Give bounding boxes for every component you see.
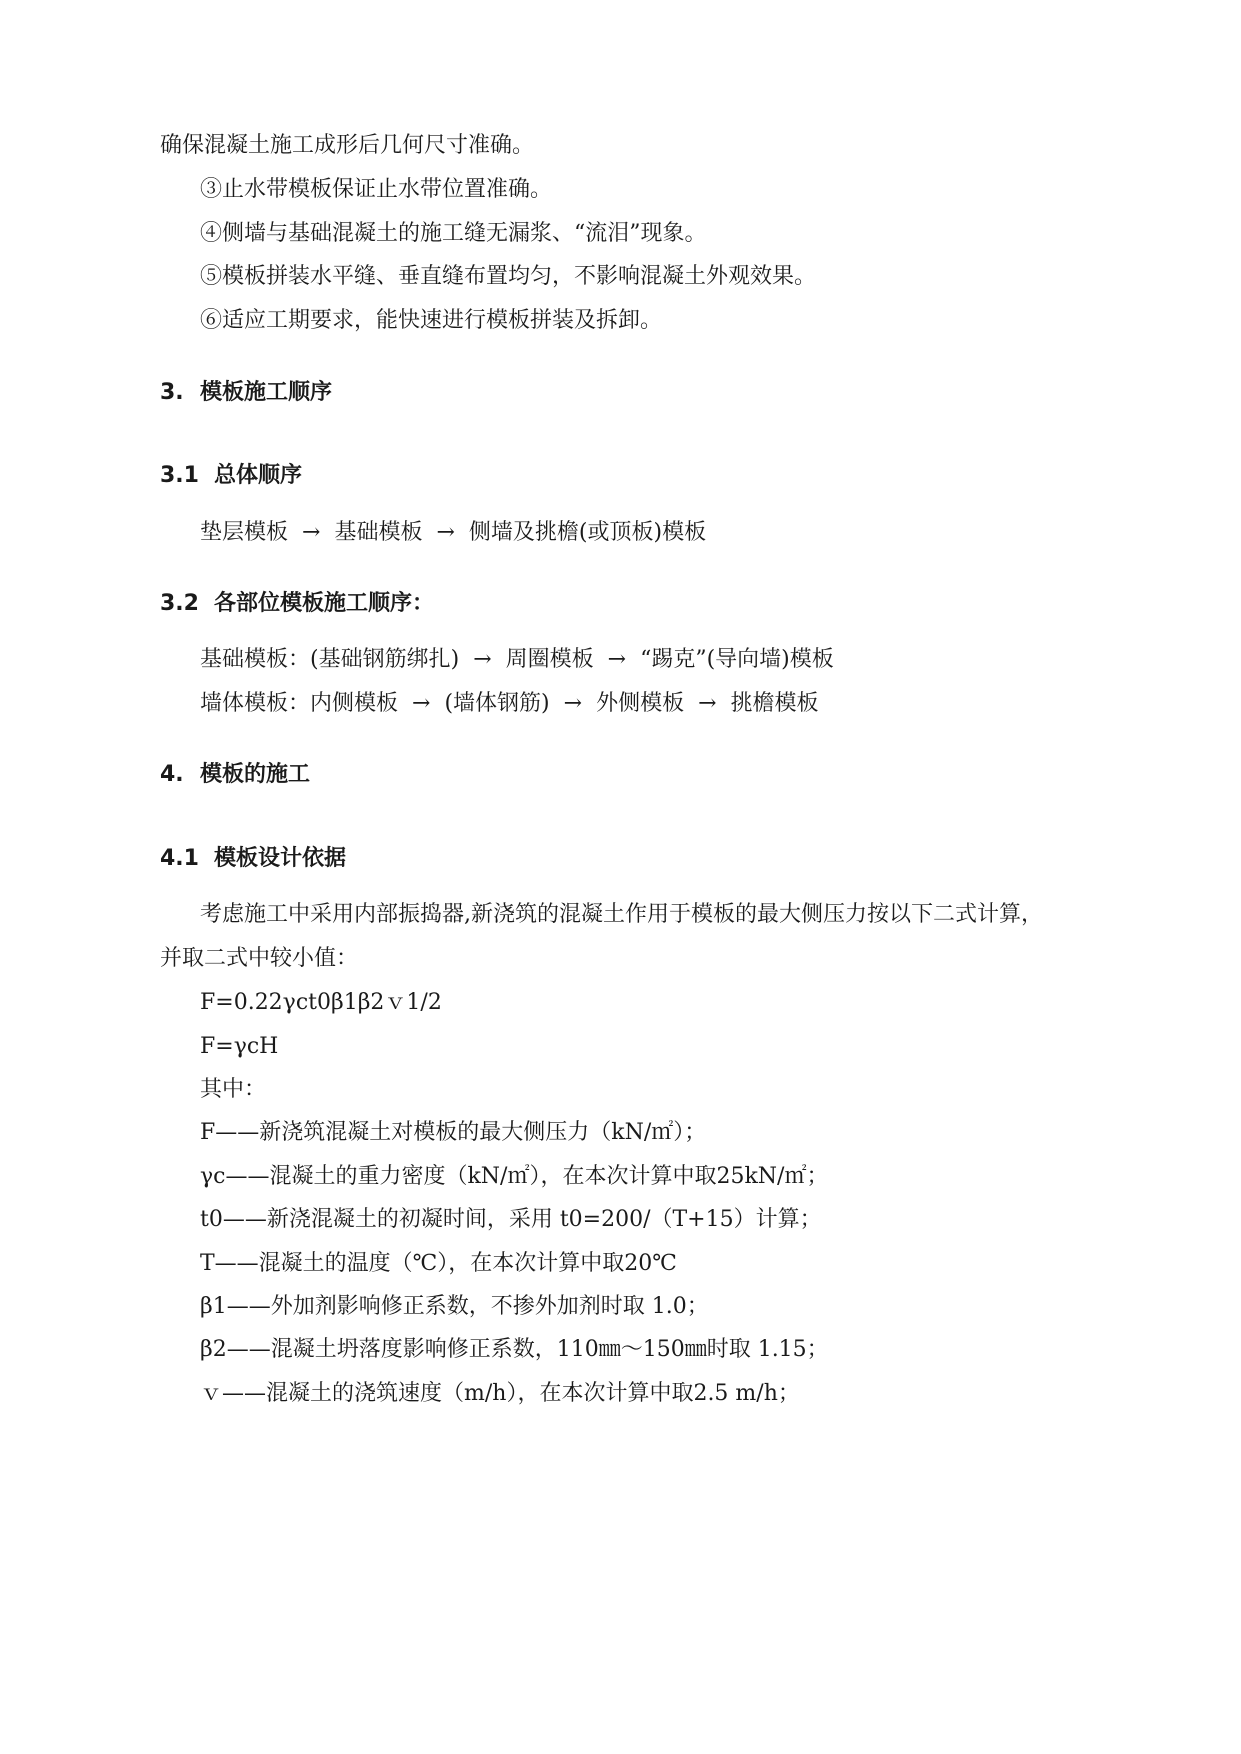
flow-step: 挑檐模板 <box>730 691 819 716</box>
flow-step: 垫层模板 <box>200 520 289 545</box>
section-title: 各部位模板施工顺序： <box>214 591 435 616</box>
foundation-flow <box>200 645 834 675</box>
section-number: 4. <box>160 762 184 787</box>
section-3-2-heading <box>160 589 434 619</box>
arrow-icon: → <box>698 691 717 716</box>
goal-item: ⑤模板拼装水平缝、垂直缝布置均匀，不影响混凝土外观效果。 <box>200 264 817 289</box>
arrow-icon: → <box>563 691 583 716</box>
goal-item: ④侧墙与基础混凝土的施工缝无漏浆、“流泪”现象。 <box>200 221 707 246</box>
flow-step: 基础模板 <box>334 520 423 545</box>
arrow-icon: → <box>607 647 627 672</box>
definition-item: F——新浇筑混凝土对模板的最大侧压力（kN/㎡）； <box>200 1120 707 1145</box>
section-number: 3. <box>160 380 184 405</box>
arrow-icon: → <box>302 520 321 545</box>
section-3-1-heading <box>160 461 302 491</box>
definition-item: t0——新浇混凝土的初凝时间，采用 t0=200/（T+15）计算； <box>200 1207 822 1232</box>
definition-item: ｖ——混凝土的浇筑速度（m/h），在本次计算中取2.5 m/h； <box>200 1381 800 1406</box>
flow-step: 外侧模板 <box>596 691 685 716</box>
section-title: 模板的施工 <box>200 762 311 787</box>
flow-label: 基础模板： <box>200 647 311 672</box>
where-label: 其中： <box>200 1077 267 1102</box>
overall-flow <box>200 518 706 548</box>
arrow-icon: → <box>436 520 455 545</box>
definition-item: γc——混凝土的重力密度（kN/㎡），在本次计算中取25kN/㎡； <box>200 1164 829 1189</box>
section-title: 模板设计依据 <box>214 846 347 871</box>
arrow-icon: → <box>412 691 431 716</box>
flow-step: 侧墙及挑檐(或顶板)模板 <box>468 520 707 545</box>
definition-item: β1——外加剂影响修正系数，不掺外加剂时取 1.0； <box>200 1294 709 1319</box>
section-number: 3.2 <box>160 591 199 616</box>
section-number: 3.1 <box>160 463 199 488</box>
definition-item: T——混凝土的温度（℃），在本次计算中取20℃ <box>200 1251 677 1276</box>
flow-step: (基础钢筋绑扎) <box>310 647 460 672</box>
wall-flow <box>200 689 819 719</box>
flow-label: 墙体模板： <box>200 691 311 716</box>
paragraph-line: 并取二式中较小值： <box>160 946 359 971</box>
flow-step: 周圈模板 <box>505 647 594 672</box>
section-title: 总体顺序 <box>214 463 303 488</box>
formula-1: F=0.22γct0β1β2ｖ1/2 <box>200 990 442 1015</box>
section-number: 4.1 <box>160 846 199 871</box>
section-4-1-heading <box>160 844 346 874</box>
flow-step: 内侧模板 <box>310 691 399 716</box>
section-4-heading <box>160 760 310 790</box>
paragraph-line: 考虑施工中采用内部振捣器,新浇筑的混凝土作用于模板的最大侧压力按以下二式计算， <box>200 902 1043 927</box>
intro-line: 确保混凝土施工成形后几何尺寸准确。 <box>160 133 535 158</box>
flow-step: “踢克”(导向墙)模板 <box>640 647 834 672</box>
formula-2: F=γcH <box>200 1034 279 1059</box>
arrow-icon: → <box>473 647 492 672</box>
section-title: 模板施工顺序 <box>200 380 333 405</box>
definition-item: β2——混凝土坍落度影响修正系数，110㎜～150㎜时取 1.15； <box>200 1337 829 1362</box>
goal-item: ③止水带模板保证止水带位置准确。 <box>200 177 553 202</box>
flow-step: (墙体钢筋) <box>444 691 550 716</box>
goal-item: ⑥适应工期要求，能快速进行模板拼装及拆卸。 <box>200 308 663 333</box>
section-3-heading <box>160 378 332 408</box>
